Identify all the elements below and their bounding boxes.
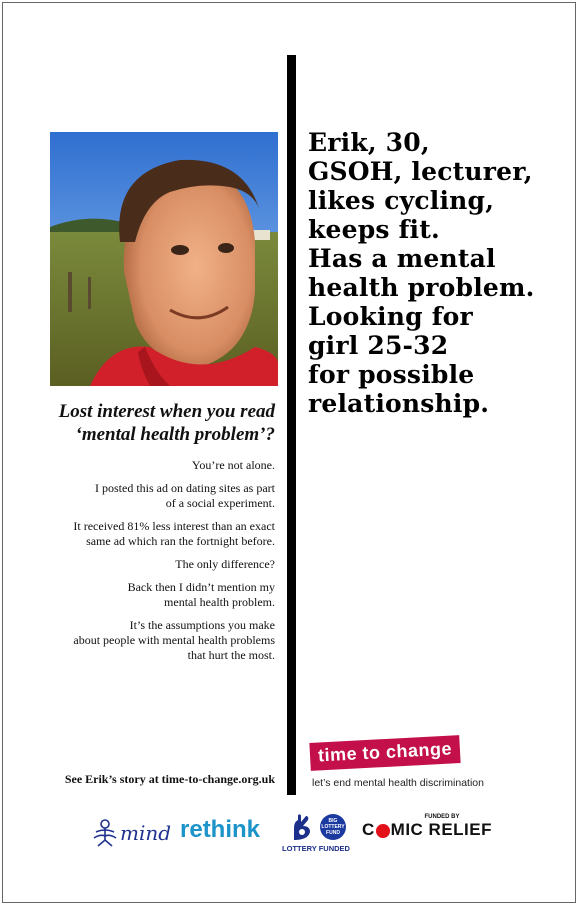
body-line: about people with mental health problems (73, 633, 275, 647)
time-to-change-wordmark: time to change (309, 735, 460, 771)
body-paragraph (25, 481, 275, 511)
time-to-change-tagline: let’s end mental health discrimination (312, 777, 484, 789)
body-line: that hurt the most. (187, 648, 275, 662)
mind-icon (92, 818, 118, 848)
headline-line: Looking for (308, 302, 473, 331)
question-line: Lost interest when you read (58, 401, 275, 422)
partner-logos (0, 812, 580, 872)
body-line: You’re not alone. (191, 458, 275, 472)
body-line: I posted this ad on dating sites as part (95, 481, 275, 495)
headline-line: keeps fit. (308, 215, 440, 244)
headline-line: GSOH, lecturer, (308, 157, 533, 186)
body-paragraph (25, 519, 275, 549)
comic-relief-logo (362, 814, 492, 840)
body-line: Back then I didn’t mention my (127, 580, 275, 594)
headline-line: likes cycling, (308, 186, 495, 215)
vertical-divider (287, 55, 296, 795)
body-line: It’s the assumptions you make (129, 618, 275, 632)
body-line: of a social experiment. (165, 496, 275, 510)
big-lottery-fund-badge: BIG LOTTERY FUND (320, 814, 346, 840)
question-line: ‘mental health problem’? (75, 424, 275, 445)
mind-logo (92, 818, 171, 848)
headline-line: Erik, 30, (308, 128, 430, 157)
body-paragraph (25, 580, 275, 610)
body-line: mental health problem. (164, 595, 275, 609)
time-to-change-logo (310, 739, 460, 767)
headline-line: Has a mental (308, 244, 496, 273)
red-nose-icon (376, 824, 390, 838)
comic-relief-text-right: MIC RELIEF (390, 820, 492, 839)
headline-line: relationship. (308, 389, 490, 418)
lottery-funded-label: LOTTERY FUNDED (282, 844, 350, 853)
comic-relief-wordmark (362, 820, 492, 840)
headline-line: for possible (308, 360, 475, 389)
comic-relief-text-left: C (362, 820, 375, 839)
lottery-hand-icon (286, 812, 316, 842)
personal-ad-headline (308, 128, 570, 418)
rethink-logo: rethink (180, 816, 261, 843)
headline-line: girl 25-32 (308, 331, 449, 360)
lottery-funded-logo (280, 812, 352, 853)
question-heading (15, 400, 275, 446)
headline-line: health problem. (308, 273, 535, 302)
portrait-photo (50, 132, 278, 386)
body-paragraph (25, 458, 275, 473)
body-line: It received 81% less interest than an exact (73, 519, 275, 533)
story-link-text[interactable]: See Erik’s story at time-to-change.org.uk (64, 772, 275, 786)
body-paragraph (25, 557, 275, 572)
body-line: The only difference? (175, 557, 275, 571)
body-copy (25, 458, 275, 671)
funded-by-label: FUNDED BY (424, 814, 460, 820)
body-line: same ad which ran the fortnight before. (86, 534, 275, 548)
mind-wordmark: mind (120, 821, 172, 845)
body-paragraph (25, 618, 275, 663)
